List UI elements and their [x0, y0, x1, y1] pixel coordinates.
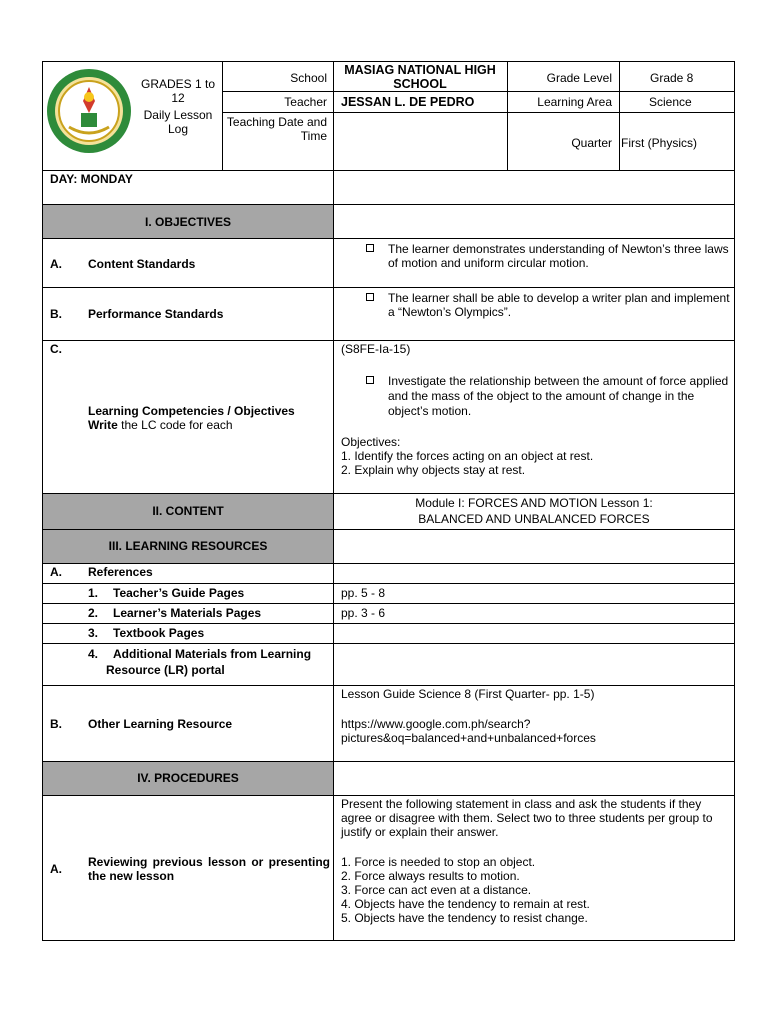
textbook-pages-label: Textbook Pages [113, 626, 205, 640]
grade-level-label: Grade Level [546, 71, 612, 85]
additional-materials-label: Additional Materials from Learning [113, 647, 312, 661]
textbook-pages-num: 3. [88, 626, 99, 640]
reviewing-letter: A. [50, 862, 62, 876]
other-resource-label: Other Learning Resource [88, 717, 233, 731]
school-seal [45, 67, 133, 155]
school-label: School [290, 71, 327, 85]
objective-item-2: 2. Explain why objects stay at rest. [341, 463, 526, 477]
content-heading: II. CONTENT [152, 504, 224, 518]
content-module-line: Module I: FORCES AND MOTION Lesson 1: [415, 496, 653, 510]
content-standards-label: Content Standards [88, 257, 196, 271]
procedure-intro: Present the following statement in class and ask the students if they agree or disagree with them. Select two to three students per group to justify or explain their answer. [341, 797, 713, 839]
competency-text: Investigate the relationship between the amount of force applied and the mass of the object to the amount of change in the object’s motion. [388, 374, 729, 418]
procedure-item-2: 2. Force always results to motion. [341, 869, 520, 883]
performance-standards-label: Performance Standards [88, 307, 224, 321]
objectives-subheading: Objectives: [341, 435, 401, 449]
performance-standards-text: The learner shall be able to develop a writer plan and implement a “Newton’s Olympics”. [388, 291, 730, 319]
content-standards-text: The learner demonstrates understanding of Newton’s three laws of motion and uniform circular motion. [388, 242, 729, 270]
school-value: MASIAG NATIONAL HIGH SCHOOL [344, 63, 496, 91]
competencies-letter: C. [50, 342, 62, 356]
grades-label: GRADES 1 to 12 [140, 77, 216, 105]
learners-materials-value: pp. 3 - 6 [341, 606, 386, 620]
procedure-item-5: 5. Objects have the tendency to resist change. [341, 911, 588, 925]
performance-standards-letter: B. [50, 307, 62, 321]
learning-area-value: Science [649, 95, 692, 109]
additional-materials-num: 4. [88, 647, 99, 661]
other-resource-guide: Lesson Guide Science 8 (First Quarter- pp. 1-5) [341, 687, 595, 701]
bullet-icon [366, 244, 374, 252]
content-lesson-line: BALANCED AND UNBALANCED FORCES [418, 512, 650, 526]
procedure-item-4: 4. Objects have the tendency to remain at rest. [341, 897, 590, 911]
teachers-guide-label: Teacher’s Guide Pages [113, 586, 245, 600]
teachers-guide-value: pp. 5 - 8 [341, 586, 386, 600]
quarter-value: First (Physics) [621, 136, 697, 150]
procedures-heading: IV. PROCEDURES [137, 771, 239, 785]
competency-code: (S8FE-Ia-15) [341, 342, 411, 356]
objectives-heading: I. OBJECTIVES [144, 215, 232, 229]
competencies-sublabel: Write the LC code for each [88, 418, 233, 432]
bullet-icon [366, 376, 374, 384]
teachers-guide-num: 1. [88, 586, 99, 600]
objective-item-1: 1. Identify the forces acting on an object at rest. [341, 449, 594, 463]
log-title: Daily Lesson Log [143, 108, 213, 136]
quarter-label: Quarter [571, 136, 612, 150]
other-resource-letter: B. [50, 717, 62, 731]
procedure-item-3: 3. Force can act even at a distance. [341, 883, 532, 897]
day-label: DAY: MONDAY [50, 172, 133, 186]
additional-materials-label-2: Resource (LR) portal [106, 663, 225, 677]
resources-heading: III. LEARNING RESOURCES [108, 539, 268, 553]
learning-area-label: Learning Area [537, 95, 612, 109]
teacher-label: Teacher [284, 95, 327, 109]
other-resource-link[interactable]: https://www.google.com.ph/search? [341, 717, 531, 731]
competencies-label: Learning Competencies / Objectives [88, 404, 295, 418]
content-standards-letter: A. [50, 257, 62, 271]
other-resource-link-2[interactable]: pictures&oq=balanced+and+unbalanced+forces [341, 731, 596, 745]
bullet-icon [366, 293, 374, 301]
learners-materials-label: Learner’s Materials Pages [113, 606, 262, 620]
references-label: References [88, 565, 153, 579]
grade-level-value: Grade 8 [650, 71, 694, 85]
teacher-value: JESSAN L. DE PEDRO [341, 95, 475, 109]
procedure-item-1: 1. Force is needed to stop an object. [341, 855, 536, 869]
learners-materials-num: 2. [88, 606, 99, 620]
references-letter: A. [50, 565, 62, 579]
reviewing-label: Reviewing previous lesson or presenting the new lesson [88, 855, 330, 883]
date-label: Teaching Date and Time [226, 115, 327, 143]
